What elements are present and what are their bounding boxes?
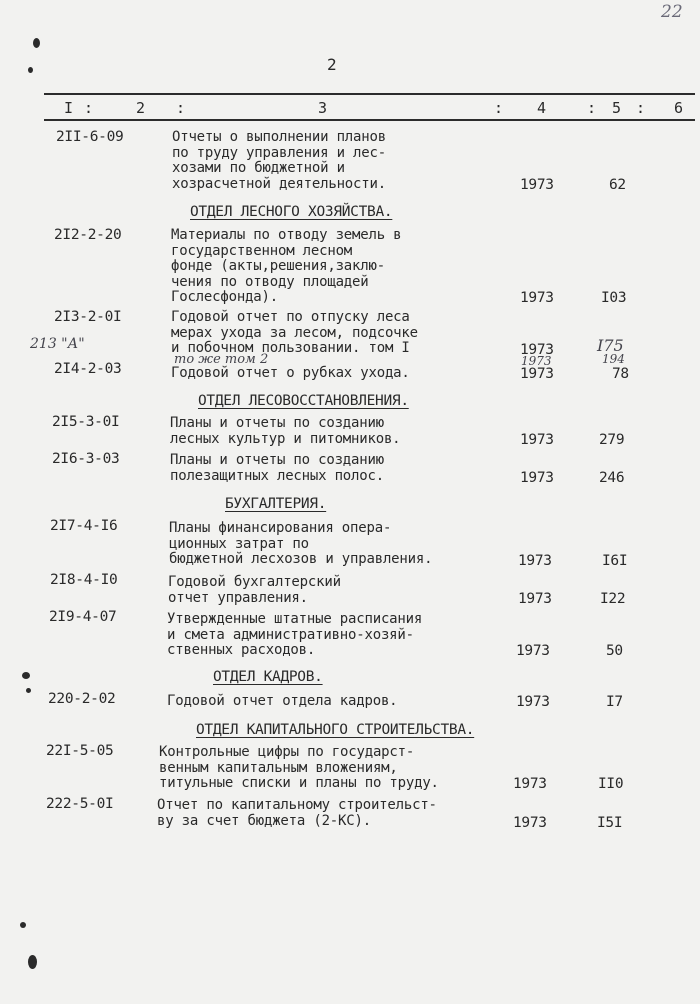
column-separator: :	[494, 99, 504, 117]
record-year: 1973	[513, 776, 547, 792]
column-separator: :	[84, 99, 94, 117]
handwritten-year: 1973	[521, 354, 552, 368]
record-count: 78	[612, 366, 629, 382]
record-code: 2I2-2-20	[54, 227, 122, 243]
column-header-5: 5	[612, 99, 622, 117]
column-header-2: 2	[136, 99, 146, 117]
record-year: 1973	[520, 432, 554, 448]
column-separator: :	[636, 99, 646, 117]
record-title: Отчеты о выполнении планов по труду управления и лес- хозами по бюджетной и хозрасчетной деятельности.	[172, 129, 386, 192]
record-title: Годовой отчет отдела кадров.	[167, 693, 398, 709]
record-count: II0	[598, 776, 624, 792]
record-code: 2I4-2-03	[54, 361, 122, 377]
column-header-4: 4	[537, 99, 547, 117]
record-code: 2I5-3-0I	[52, 414, 120, 430]
record-title: Планы финансирования опера- ционных затрат по бюджетной лесхозов и управления.	[169, 520, 433, 567]
record-count: I5I	[597, 815, 623, 831]
record-code: 2I8-4-I0	[50, 572, 118, 588]
record-code: 2I7-4-I6	[50, 518, 118, 534]
page-number: 2	[327, 55, 337, 74]
record-year: 1973	[518, 553, 552, 569]
column-separator: :	[587, 99, 597, 117]
record-count: 246	[599, 470, 625, 486]
record-count: 279	[599, 432, 625, 448]
record-code: 222-5-0I	[46, 796, 114, 812]
record-title: Годовой бухгалтерский отчет управления.	[168, 574, 341, 606]
record-count: 62	[609, 177, 626, 193]
section-heading: БУХГАЛТЕРИЯ.	[225, 496, 327, 512]
record-code: 2II-6-09	[56, 129, 124, 145]
scan-mark	[22, 672, 30, 679]
scan-mark	[26, 688, 31, 693]
handwritten-code: 213 "А"	[30, 336, 85, 352]
record-title: Годовой отчет по отпуску леса мерах ухода за лесом, подсочке и побочном пользовании. том I	[171, 309, 418, 356]
record-count: I6I	[602, 553, 628, 569]
record-title: Планы и отчеты по созданию полезащитных лесных полос.	[170, 452, 384, 484]
scan-mark	[33, 38, 40, 48]
record-title: Планы и отчеты по созданию лесных культур и питомников.	[170, 415, 401, 447]
column-header-1: I	[64, 99, 74, 117]
record-year: 1973	[520, 177, 554, 193]
record-year: 1973	[518, 591, 552, 607]
record-title: Утвержденные штатные расписания и смета административно-хозяй- ственных расходов.	[167, 611, 423, 658]
record-year: 1973	[520, 342, 554, 358]
column-header-3: 3	[318, 99, 328, 117]
record-code: 220-2-02	[48, 691, 116, 707]
record-code: 2I3-2-0I	[54, 309, 122, 325]
record-code: 22I-5-05	[46, 743, 114, 759]
record-title: Годовой отчет о рубках ухода.	[171, 365, 410, 381]
record-count: I7	[606, 694, 623, 710]
column-separator: :	[176, 99, 186, 117]
scan-mark	[28, 67, 33, 73]
handwritten-title: то же том 2	[174, 352, 269, 367]
record-code: 2I9-4-07	[49, 609, 117, 625]
record-year: 1973	[513, 815, 547, 831]
record-title: Материалы по отводу земель в государственном лесном фонде (акты,решения,заклю- чения по отводу площадей Гослесфонда).	[171, 227, 402, 305]
section-heading: ОТДЕЛ КАПИТАЛЬНОГО СТРОИТЕЛЬСТВА.	[196, 722, 475, 738]
record-count: I75	[597, 336, 624, 355]
section-heading: ОТДЕЛ КАДРОВ.	[213, 669, 323, 685]
record-year: 1973	[516, 694, 550, 710]
archive-sheet-number: 22	[661, 2, 683, 22]
record-count: I22	[600, 591, 626, 607]
scan-mark	[20, 922, 26, 928]
record-year: 1973	[520, 366, 554, 382]
header-bottom-rule	[44, 119, 695, 121]
record-year: 1973	[516, 643, 550, 659]
header-top-rule	[44, 93, 695, 95]
section-heading: ОТДЕЛ ЛЕСОВОССТАНОВЛЕНИЯ.	[198, 393, 409, 409]
record-count: I03	[601, 290, 627, 306]
handwritten-count: 194	[602, 352, 625, 366]
record-year: 1973	[520, 470, 554, 486]
section-heading: ОТДЕЛ ЛЕСНОГО ХОЗЯЙСТВА.	[190, 204, 393, 220]
record-year: 1973	[520, 290, 554, 306]
record-title: Контрольные цифры по государст- венным капитальным вложениям, титульные списки и планы по труду.	[159, 744, 439, 791]
record-code: 2I6-3-03	[52, 451, 120, 467]
column-header-6: 6	[674, 99, 684, 117]
record-title: Отчет по капитальному строительст- ву за счет бюджета (2-КС).	[157, 797, 437, 829]
record-count: 50	[606, 643, 623, 659]
scan-mark	[28, 955, 37, 969]
